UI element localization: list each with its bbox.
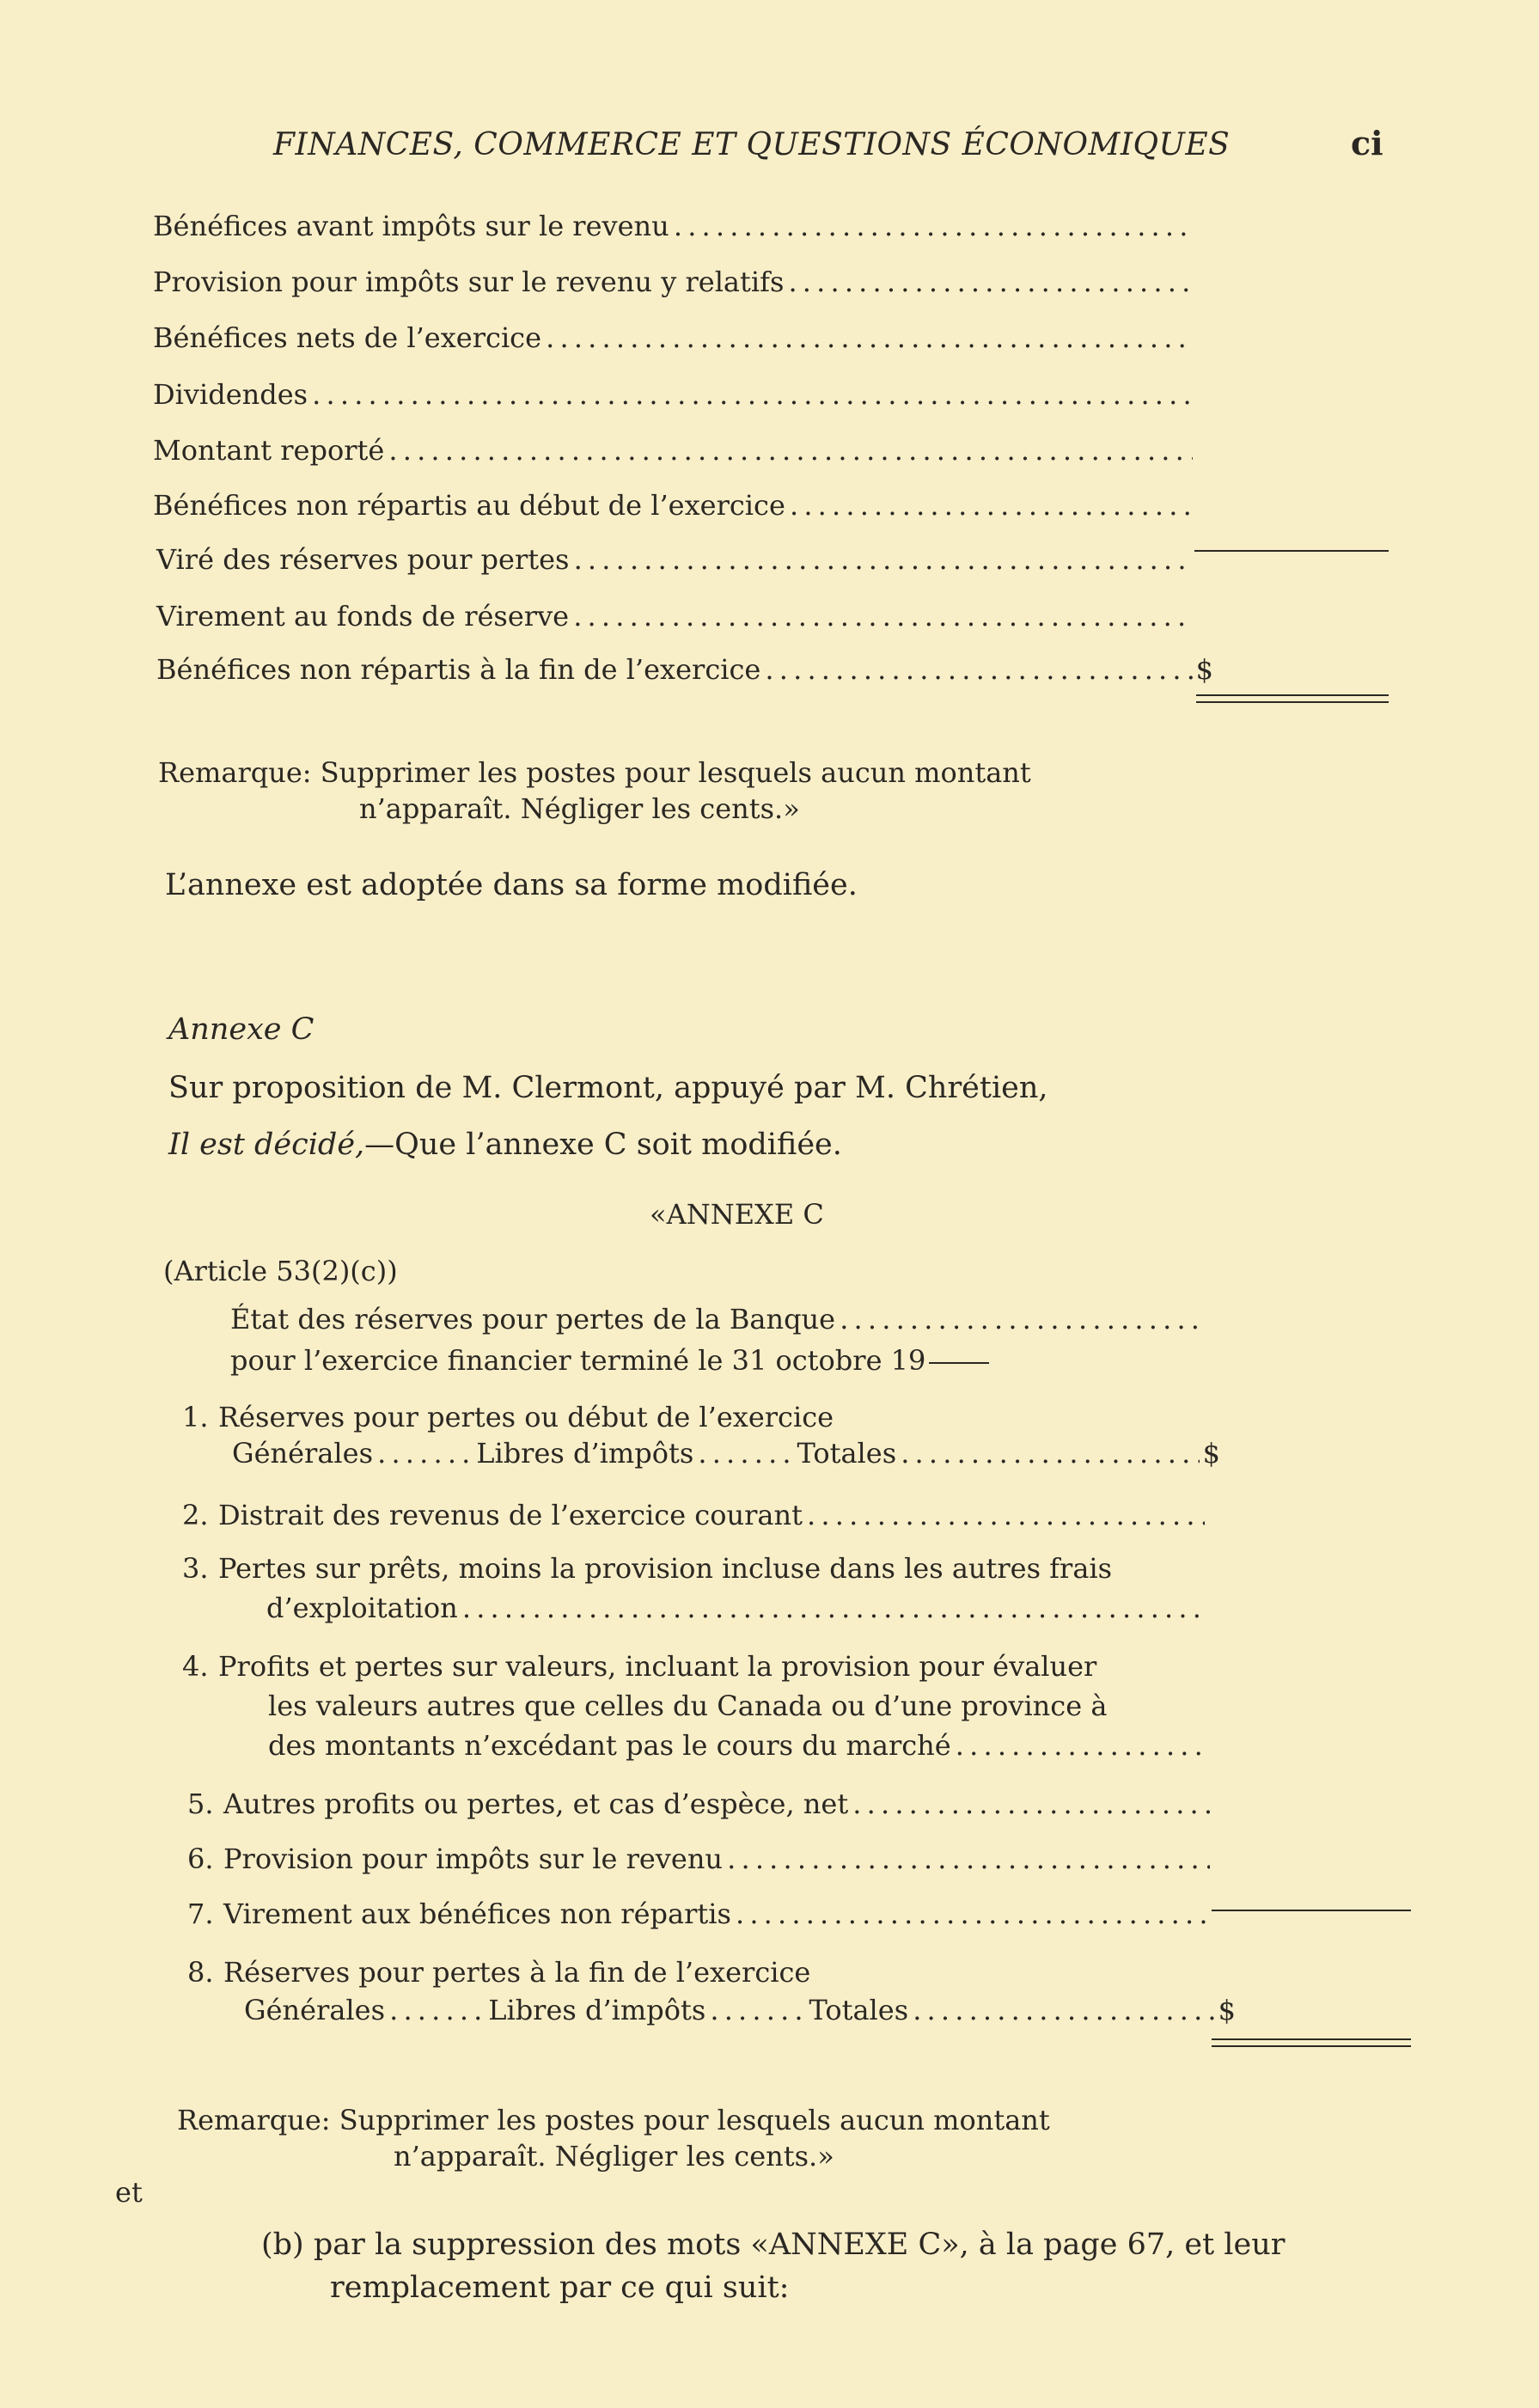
item-row: 5. Autres profits ou pertes, et cas d’espèce, net . . .: [187, 1788, 1210, 1825]
leader-dots: [573, 600, 1193, 633]
double-rule-top: [1212, 2038, 1411, 2040]
leader-dots: [674, 210, 1193, 242]
annexe-heading: Annexe C: [168, 1012, 315, 1047]
item-line: 4. Profits et pertes sur valeurs, incluant la provision pour évaluer: [182, 1650, 1097, 1683]
statement-row: [156, 543, 1193, 581]
row-label: Bénéfices non répartis à la fin de l’exercice: [156, 653, 761, 686]
decision-italic: Il est décidé,: [168, 1128, 365, 1162]
statement-row: [153, 434, 1193, 472]
total-rule: [1194, 550, 1389, 552]
row-label: Virement au fonds de réserve: [156, 600, 570, 633]
state-line-2: pour l’exercice financier terminé le 31 octobre 19: [230, 1344, 989, 1377]
item-columns-row: Générales . . . Libres d’impôts . . . Totales . . . $: [244, 1994, 1236, 2032]
state-line: État des réserves pour pertes de la Banque: [230, 1303, 836, 1335]
row-label: Provision pour impôts sur le revenu y relatifs: [153, 266, 785, 298]
item-b-line: (b) par la suppression des mots «ANNEXE C», à la page 67, et leur: [261, 2228, 1286, 2262]
item-row: d’exploitation . . .: [266, 1592, 1206, 1629]
row-label: Dividendes: [153, 378, 308, 411]
remark-line: Remarque: Supprimer les postes pour lesquels aucun montant: [158, 756, 1031, 789]
leader-dots: [840, 1303, 1203, 1335]
item-row: des montants n’excédant pas le cours du marché . . .: [268, 1729, 1206, 1767]
item-row: 2. Distrait des revenus de l’exercice courant . . .: [182, 1499, 1205, 1537]
row-label: Montant reporté: [153, 434, 385, 467]
statement-row: [156, 653, 1213, 691]
row-label: Bénéfices nets de l’exercice: [153, 321, 542, 354]
item-columns-row: Générales . . . Libres d’impôts . . . Totales . . . $: [232, 1437, 1220, 1475]
decision-rest: —Que l’annexe C soit modifiée.: [364, 1128, 842, 1162]
double-rule-bottom: [1196, 701, 1389, 703]
leader-dots: [388, 434, 1193, 467]
statement-title-row: [230, 1303, 1203, 1341]
leader-dots: [312, 378, 1193, 411]
item-row: 7. Virement aux bénéfices non répartis . . .: [187, 1898, 1210, 1935]
year-blank: [929, 1362, 989, 1364]
annexe-title: «ANNEXE C: [650, 1198, 824, 1231]
article-ref: (Article 53(2)(c)): [163, 1255, 398, 1287]
item-line: les valeurs autres que celles du Canada ou d’une province à: [268, 1690, 1108, 1722]
leader-dots: [546, 321, 1193, 354]
statement-row: [156, 600, 1193, 638]
remark-line: Remarque: Supprimer les postes pour lesquels aucun montant: [177, 2104, 1050, 2136]
leader-dots: [790, 489, 1193, 522]
remark-line: n’apparaît. Négliger les cents.»: [359, 792, 800, 825]
page-number: ci: [1351, 124, 1383, 162]
remark-line: n’apparaît. Négliger les cents.»: [394, 2140, 834, 2173]
item-b-line: remplacement par ce qui suit:: [330, 2270, 790, 2305]
leader-dots: [765, 653, 1192, 686]
motion-text: Sur proposition de M. Clermont, appuyé par M. Chrétien,: [168, 1071, 1048, 1105]
statement-row: [153, 321, 1193, 359]
row-label: Viré des réserves pour pertes: [156, 543, 570, 576]
item-line: 8. Réserves pour pertes à la fin de l’exercice: [187, 1956, 811, 1989]
item-line: 3. Pertes sur prêts, moins la provision incluse dans les autres frais: [182, 1552, 1113, 1585]
double-rule-bottom: [1212, 2045, 1411, 2047]
adopted-text: L’annexe est adoptée dans sa forme modifiée.: [165, 868, 858, 902]
statement-row: [153, 489, 1193, 527]
total-rule: [1212, 1910, 1411, 1911]
double-rule-top: [1196, 694, 1389, 696]
conjunction-et: et: [115, 2176, 143, 2209]
statement-row: [153, 210, 1193, 248]
statement-row: [153, 266, 1193, 303]
decision-text: [168, 1128, 842, 1162]
row-label: Bénéfices avant impôts sur le revenu: [153, 210, 669, 242]
row-label: Bénéfices non répartis au début de l’exercice: [153, 489, 785, 522]
item-row: 6. Provision pour impôts sur le revenu . . .: [187, 1843, 1210, 1880]
leader-dots: [574, 543, 1193, 576]
leader-dots: [788, 266, 1193, 298]
running-header: FINANCES, COMMERCE ET QUESTIONS ÉCONOMIQUES: [273, 127, 1231, 162]
item-line: 1. Réserves pour pertes ou début de l’exercice: [182, 1401, 834, 1433]
dollar-sign: $: [1195, 653, 1213, 686]
statement-row: [153, 378, 1193, 416]
